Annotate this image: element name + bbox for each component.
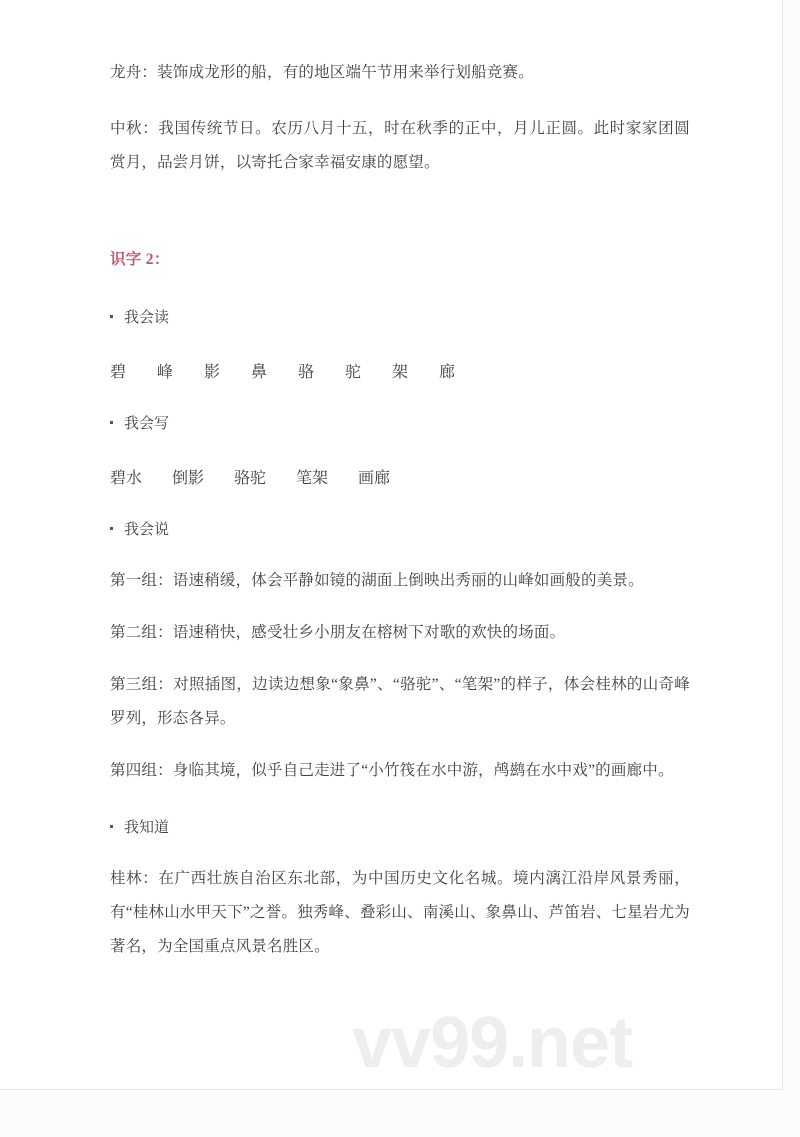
character-cell: 影 (204, 364, 221, 381)
wozhidao-gap (110, 842, 690, 862)
word-cell: 骆驼 (234, 470, 267, 487)
vocabulary-entry-zhongqiu: 中秋：我国传统节日。农历八月十五，时在秋季的正中，月儿正圆。此时家家团圆赏月，品尝月饼，以寄托合家幸福安康的愿望。 (110, 120, 690, 171)
group-paragraph-2: 第二组：语速稍快，感受壮乡小朋友在榕树下对歌的欢快的场面。 (110, 624, 566, 641)
document-content (110, 0, 690, 964)
charrow-gap (110, 388, 690, 410)
section-heading: 识字 2： (110, 251, 170, 268)
group-paragraph-4: 第四组：身临其境，似乎自己走进了“小竹筏在水中游，鸬鹚在水中戏”的画廊中。 (110, 762, 674, 779)
word-cell: 笔架 (296, 470, 329, 487)
wohuidu-gap (110, 332, 690, 358)
site-watermark: vv99.net (352, 1003, 633, 1083)
group-gap-1 (110, 598, 690, 616)
word-list-wohuixie (110, 464, 690, 494)
character-cell: 碧 (110, 364, 127, 381)
subsection-label-text: 我会写 (124, 416, 170, 432)
subsection-label-wohuishuo (110, 516, 690, 544)
subsection-label-wohuixie (110, 410, 690, 438)
subsection-label-wozhidao (110, 814, 690, 842)
group-gap-4 (110, 788, 690, 814)
group-gap-2 (110, 650, 690, 668)
group-paragraph-3: 第三组：对照插图，边读边想象“象鼻”、“骆驼”、“笔架”的样子，体会桂林的山奇峰罗列，形态各异。 (110, 676, 690, 727)
top-spacer (110, 0, 690, 56)
vocabulary-entry-longzhou: 龙舟：装饰成龙形的船，有的地区端午节用来举行划船竞赛。 (110, 64, 534, 81)
entry-gap-1 (110, 90, 690, 112)
subsection-label-text: 我会读 (124, 310, 170, 326)
character-cell: 骆 (298, 364, 315, 381)
character-cell: 鼻 (251, 364, 268, 381)
word-cell: 碧水 (110, 470, 143, 487)
bullet-dot-icon (110, 825, 113, 828)
subsection-label-text: 我会说 (124, 522, 170, 538)
character-cell: 峰 (157, 364, 174, 381)
group-paragraph-1: 第一组：语速稍缓，体会平静如镜的湖面上倒映出秀丽的山峰如画般的美景。 (110, 572, 644, 589)
word-cell: 画廊 (358, 470, 391, 487)
character-list-wohuidu (110, 358, 690, 388)
subsection-label-text: 我知道 (124, 820, 170, 836)
group-gap-3 (110, 736, 690, 754)
wohuishuo-gap (110, 544, 690, 564)
bullet-dot-icon (110, 527, 113, 530)
wordrow-gap (110, 494, 690, 516)
heading-gap (110, 274, 690, 304)
bullet-dot-icon (110, 315, 113, 318)
character-cell: 架 (392, 364, 409, 381)
word-cell: 倒影 (172, 470, 205, 487)
section-gap (110, 180, 690, 246)
knowledge-entry-guilin: 桂林：在广西壮族自治区东北部，为中国历史文化名城。境内漓江沿岸风景秀丽，有“桂林山水甲天下”之誉。独秀峰、叠彩山、南溪山、象鼻山、芦笛岩、七星岩尤为著名，为全国重点风景名胜区。 (110, 870, 690, 955)
character-cell: 廊 (439, 364, 456, 381)
wohuixie-gap (110, 438, 690, 464)
bullet-dot-icon (110, 421, 113, 424)
subsection-label-wohuidu (110, 304, 690, 332)
character-cell: 驼 (345, 364, 362, 381)
